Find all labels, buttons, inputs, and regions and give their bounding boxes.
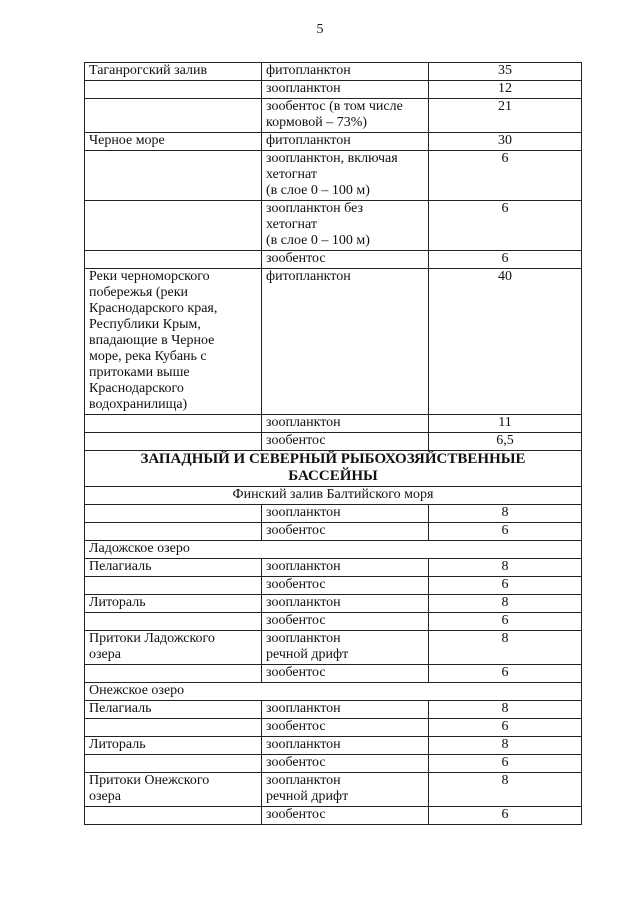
place-cell [85,577,262,595]
table-row [85,595,582,613]
place-cell [85,151,262,201]
value-cell: 8 [429,701,582,719]
place-cell [85,665,262,683]
table-row [85,433,582,451]
section-heading-row [85,451,582,487]
value-cell: 40 [429,269,582,415]
value-cell: 6 [429,151,582,201]
organism-group-cell: зоопланктон [262,81,429,99]
place-cell: Пелагиаль [85,701,262,719]
value-cell: 6 [429,201,582,251]
organism-group-cell: фитопланктон [262,133,429,151]
organism-group-cell: зоопланктон [262,737,429,755]
value-cell: 12 [429,81,582,99]
organism-group-cell: зоопланктон [262,595,429,613]
organism-group-cell: зообентос [262,523,429,541]
table-row [85,719,582,737]
table-row [85,701,582,719]
value-cell: 21 [429,99,582,133]
place-cell: Литораль [85,595,262,613]
value-cell: 8 [429,505,582,523]
organism-group-cell: зоопланктон без хетогнат (в слое 0 – 100 м) [262,201,429,251]
organism-group-cell: зообентос [262,665,429,683]
place-cell: Притоки Онежского озера [85,773,262,807]
table-row [85,773,582,807]
table-row [85,523,582,541]
place-cell [85,415,262,433]
organism-group-cell: зообентос [262,613,429,631]
table-row [85,665,582,683]
organism-group-cell: зообентос [262,577,429,595]
section-row [85,683,582,701]
biomass-table [84,62,582,825]
water-body-subheading: Финский залив Балтийского моря [85,487,582,505]
value-cell: 6 [429,251,582,269]
place-cell [85,755,262,773]
organism-group-cell: фитопланктон [262,269,429,415]
table-row [85,269,582,415]
water-body-label: Ладожское озеро [85,541,582,559]
table-row [85,81,582,99]
value-cell: 8 [429,737,582,755]
page-number: 5 [316,22,324,37]
organism-group-cell: зообентос (в том числе кормовой – 73%) [262,99,429,133]
value-cell: 30 [429,133,582,151]
value-cell: 6 [429,719,582,737]
table-row [85,133,582,151]
place-cell [85,433,262,451]
value-cell: 8 [429,559,582,577]
value-cell: 8 [429,631,582,665]
water-body-label: Онежское озеро [85,683,582,701]
place-cell [85,81,262,99]
organism-group-cell: зоопланктон, включая хетогнат (в слое 0 – 100 м) [262,151,429,201]
place-cell [85,505,262,523]
table-row [85,559,582,577]
value-cell: 6 [429,807,582,825]
organism-group-cell: зоопланктон речной дрифт [262,631,429,665]
table-row [85,631,582,665]
table-row [85,99,582,133]
organism-group-cell: зообентос [262,807,429,825]
place-cell [85,251,262,269]
place-cell [85,719,262,737]
place-cell: Реки черноморского побережья (реки Краснодарского края, Республики Крым, впадающие в Черное море, река Кубань с притоками выше Краснодарского водохранилища) [85,269,262,415]
organism-group-cell: зоопланктон [262,701,429,719]
table-row [85,63,582,81]
value-cell: 35 [429,63,582,81]
organism-group-cell: зоопланктон [262,559,429,577]
organism-group-cell: зообентос [262,433,429,451]
organism-group-cell: зообентос [262,755,429,773]
place-cell [85,99,262,133]
organism-group-cell: зоопланктон [262,415,429,433]
value-cell: 6 [429,755,582,773]
table-row [85,737,582,755]
subheading-row [85,487,582,505]
basin-heading: ЗАПАДНЫЙ И СЕВЕРНЫЙ РЫБОХОЗЯЙСТВЕННЫЕ БАССЕЙНЫ [85,451,582,487]
place-cell: Пелагиаль [85,559,262,577]
value-cell: 6 [429,613,582,631]
organism-group-cell: фитопланктон [262,63,429,81]
place-cell: Черное море [85,133,262,151]
place-cell [85,613,262,631]
value-cell: 6 [429,523,582,541]
table-row [85,577,582,595]
table-row [85,201,582,251]
value-cell: 8 [429,595,582,613]
value-cell: 6 [429,665,582,683]
table-row [85,415,582,433]
value-cell: 11 [429,415,582,433]
table-row [85,151,582,201]
table-row [85,807,582,825]
organism-group-cell: зообентос [262,719,429,737]
organism-group-cell: зоопланктон [262,505,429,523]
place-cell [85,807,262,825]
table-row [85,755,582,773]
value-cell: 8 [429,773,582,807]
place-cell: Притоки Ладожского озера [85,631,262,665]
value-cell: 6,5 [429,433,582,451]
table-body [85,63,582,825]
place-cell [85,201,262,251]
organism-group-cell: зообентос [262,251,429,269]
table-row [85,613,582,631]
place-cell: Таганрогский залив [85,63,262,81]
value-cell: 6 [429,577,582,595]
organism-group-cell: зоопланктон речной дрифт [262,773,429,807]
table-row [85,251,582,269]
place-cell: Литораль [85,737,262,755]
section-row [85,541,582,559]
place-cell [85,523,262,541]
table-row [85,505,582,523]
